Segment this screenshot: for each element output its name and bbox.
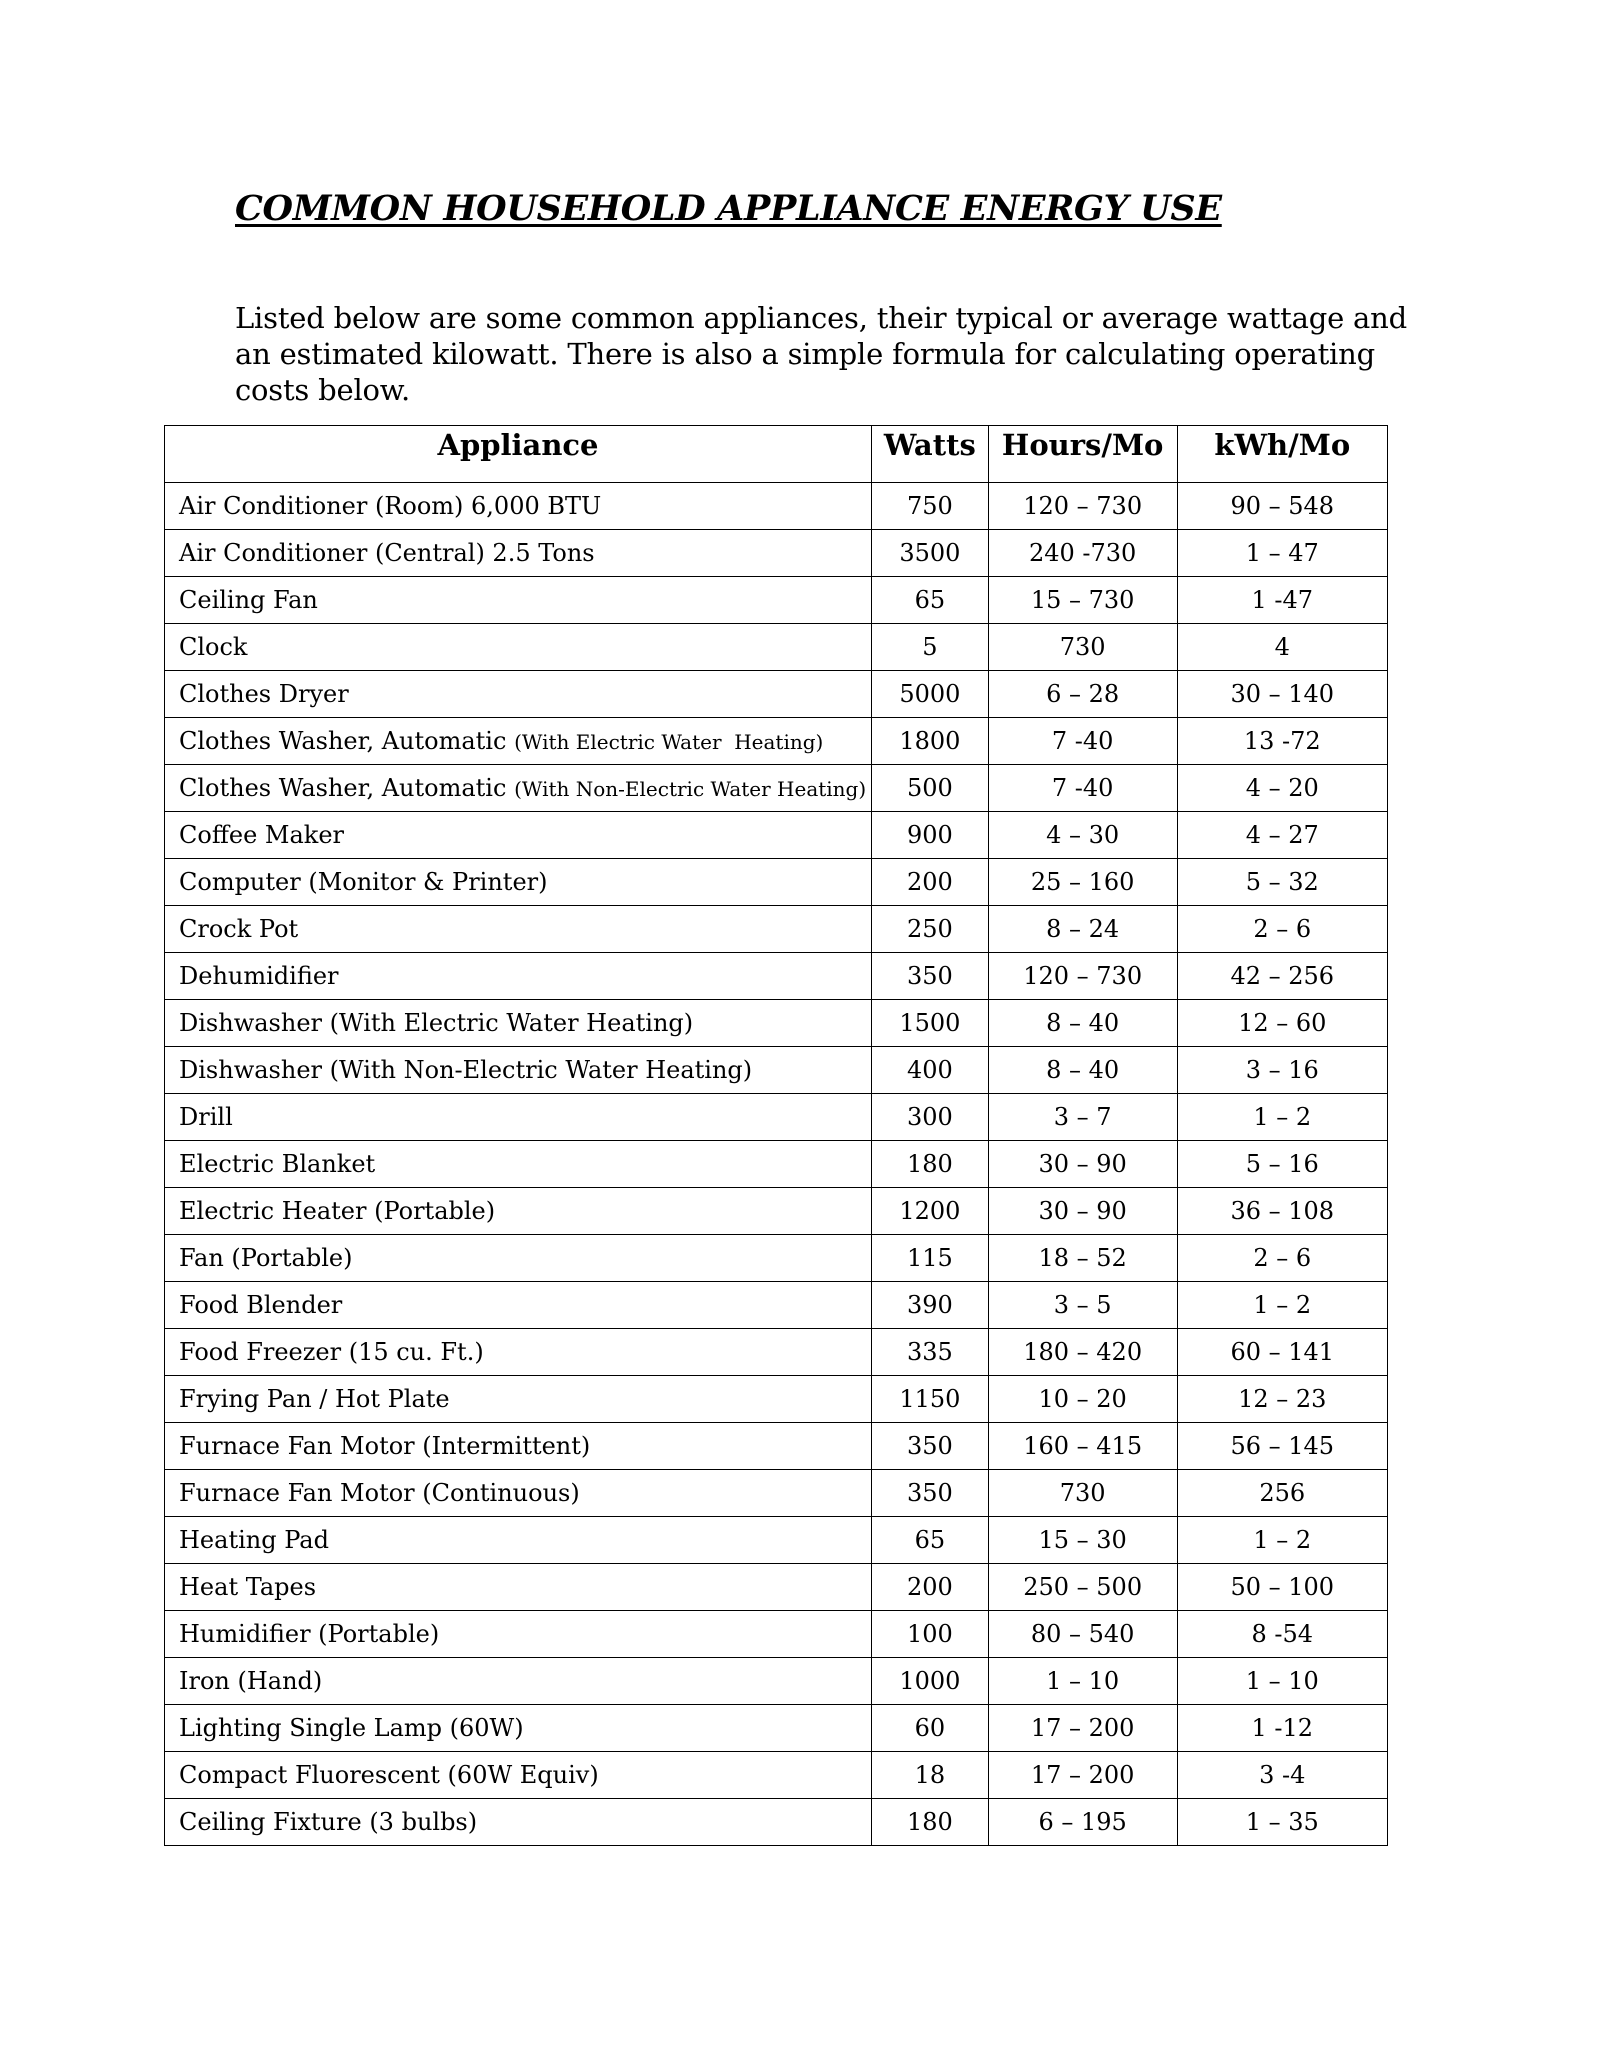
appliance-name: Drill [179,1103,233,1131]
table-row [165,1094,1388,1141]
hours-cell: 240 -730 [988,530,1177,577]
kwh-cell: 1 -47 [1177,577,1387,624]
kwh-cell: 60 – 141 [1177,1329,1387,1376]
appliance-name: Air Conditioner (Room) 6,000 BTU [179,492,602,520]
appliance-note: (With Non-Electric Water Heating) [514,777,867,801]
appliance-cell [165,1658,872,1705]
kwh-cell: 8 -54 [1177,1611,1387,1658]
watts-cell: 5 [871,624,988,671]
kwh-cell: 4 [1177,624,1387,671]
appliance-cell [165,1376,872,1423]
appliance-cell [165,483,872,530]
table-row [165,1799,1388,1846]
hours-cell: 1 – 10 [988,1658,1177,1705]
table-row [165,530,1388,577]
hours-cell: 10 – 20 [988,1376,1177,1423]
kwh-cell: 12 – 60 [1177,1000,1387,1047]
watts-cell: 350 [871,1423,988,1470]
hours-cell: 30 – 90 [988,1188,1177,1235]
kwh-cell: 56 – 145 [1177,1423,1387,1470]
kwh-cell: 2 – 6 [1177,906,1387,953]
appliance-name: Crock Pot [179,915,299,943]
kwh-cell: 1 – 10 [1177,1658,1387,1705]
kwh-cell: 12 – 23 [1177,1376,1387,1423]
appliance-cell [165,1564,872,1611]
appliance-cell [165,765,872,812]
hours-cell: 730 [988,1470,1177,1517]
table-row [165,765,1388,812]
watts-cell: 18 [871,1752,988,1799]
appliance-name: Furnace Fan Motor (Intermittent) [179,1432,591,1460]
appliance-name: Ceiling Fixture (3 bulbs) [179,1808,478,1836]
header-kwh: kWh/Mo [1177,426,1387,483]
appliance-name: Dishwasher (With Non-Electric Water Heating) [179,1056,753,1084]
hours-cell: 8 – 40 [988,1047,1177,1094]
table-row [165,1376,1388,1423]
appliance-cell [165,953,872,1000]
watts-cell: 60 [871,1705,988,1752]
appliance-energy-table [164,425,1388,1846]
kwh-cell: 50 – 100 [1177,1564,1387,1611]
table-row [165,1752,1388,1799]
watts-cell: 180 [871,1799,988,1846]
watts-cell: 115 [871,1235,988,1282]
appliance-cell [165,1611,872,1658]
appliance-cell [165,1799,872,1846]
watts-cell: 335 [871,1329,988,1376]
appliance-name: Food Freezer (15 cu. Ft.) [179,1338,484,1366]
table-row [165,1658,1388,1705]
kwh-cell: 5 – 16 [1177,1141,1387,1188]
watts-cell: 350 [871,1470,988,1517]
hours-cell: 8 – 24 [988,906,1177,953]
kwh-cell: 2 – 6 [1177,1235,1387,1282]
watts-cell: 65 [871,577,988,624]
hours-cell: 80 – 540 [988,1611,1177,1658]
watts-cell: 200 [871,1564,988,1611]
hours-cell: 3 – 7 [988,1094,1177,1141]
hours-cell: 160 – 415 [988,1423,1177,1470]
table-row [165,1141,1388,1188]
hours-cell: 7 -40 [988,765,1177,812]
table-row [165,1235,1388,1282]
appliance-name: Clothes Washer, Automatic [179,774,507,802]
appliance-cell [165,1141,872,1188]
appliance-cell [165,671,872,718]
header-hours: Hours/Mo [988,426,1177,483]
table-row [165,1517,1388,1564]
table-row [165,1188,1388,1235]
hours-cell: 7 -40 [988,718,1177,765]
appliance-cell [165,1423,872,1470]
hours-cell: 3 – 5 [988,1282,1177,1329]
watts-cell: 65 [871,1517,988,1564]
hours-cell: 4 – 30 [988,812,1177,859]
appliance-name: Humidifier (Portable) [179,1620,440,1648]
appliance-cell [165,530,872,577]
appliance-cell [165,1752,872,1799]
table-row [165,859,1388,906]
appliance-name: Furnace Fan Motor (Continuous) [179,1479,580,1507]
table-row [165,718,1388,765]
kwh-cell: 1 – 2 [1177,1094,1387,1141]
kwh-cell: 36 – 108 [1177,1188,1387,1235]
header-appliance: Appliance [165,426,872,483]
hours-cell: 120 – 730 [988,953,1177,1000]
header-watts: Watts [871,426,988,483]
hours-cell: 25 – 160 [988,859,1177,906]
hours-cell: 180 – 420 [988,1329,1177,1376]
appliance-name: Air Conditioner (Central) 2.5 Tons [179,539,595,567]
appliance-name: Heat Tapes [179,1573,317,1601]
table-row [165,812,1388,859]
kwh-cell: 1 – 2 [1177,1282,1387,1329]
kwh-cell: 3 -4 [1177,1752,1387,1799]
appliance-name: Clothes Dryer [179,680,349,708]
appliance-name: Lighting Single Lamp (60W) [179,1714,524,1742]
watts-cell: 500 [871,765,988,812]
appliance-name: Computer (Monitor & Printer) [179,868,548,896]
appliance-cell [165,859,872,906]
table-row [165,1564,1388,1611]
table-row [165,1047,1388,1094]
watts-cell: 5000 [871,671,988,718]
watts-cell: 750 [871,483,988,530]
hours-cell: 730 [988,624,1177,671]
appliance-name: Clothes Washer, Automatic [179,727,507,755]
hours-cell: 17 – 200 [988,1752,1177,1799]
appliance-cell [165,1235,872,1282]
hours-cell: 15 – 30 [988,1517,1177,1564]
table-body [165,483,1388,1846]
appliance-name: Electric Heater (Portable) [179,1197,496,1225]
watts-cell: 100 [871,1611,988,1658]
kwh-cell: 256 [1177,1470,1387,1517]
appliance-name: Dishwasher (With Electric Water Heating) [179,1009,694,1037]
kwh-cell: 42 – 256 [1177,953,1387,1000]
appliance-name: Iron (Hand) [179,1667,323,1695]
hours-cell: 15 – 730 [988,577,1177,624]
appliance-cell [165,577,872,624]
intro-paragraph: Listed below are some common appliances, their typical or average wattage and an estimated kilowatt. There is also a simple formula for calculating operating costs below. [235,301,1407,407]
appliance-name: Electric Blanket [179,1150,376,1178]
appliance-cell [165,624,872,671]
appliance-name: Heating Pad [179,1526,329,1554]
watts-cell: 1000 [871,1658,988,1705]
kwh-cell: 4 – 20 [1177,765,1387,812]
appliance-name: Ceiling Fan [179,586,318,614]
table-row [165,906,1388,953]
table-row [165,1611,1388,1658]
hours-cell: 30 – 90 [988,1141,1177,1188]
hours-cell: 18 – 52 [988,1235,1177,1282]
table-row [165,577,1388,624]
appliance-cell [165,1282,872,1329]
watts-cell: 350 [871,953,988,1000]
watts-cell: 1800 [871,718,988,765]
table-row [165,953,1388,1000]
kwh-cell: 30 – 140 [1177,671,1387,718]
appliance-name: Fan (Portable) [179,1244,353,1272]
appliance-name: Compact Fluorescent (60W Equiv) [179,1761,599,1789]
appliance-cell [165,1329,872,1376]
appliance-cell [165,1188,872,1235]
table-row [165,624,1388,671]
table-row [165,483,1388,530]
kwh-cell: 1 – 35 [1177,1799,1387,1846]
hours-cell: 6 – 195 [988,1799,1177,1846]
table-row [165,1423,1388,1470]
appliance-cell [165,812,872,859]
appliance-name: Clock [179,633,248,661]
appliance-cell [165,906,872,953]
table-header-row [165,426,1388,483]
watts-cell: 390 [871,1282,988,1329]
appliance-note: (With Electric Water Heating) [514,730,824,754]
hours-cell: 120 – 730 [988,483,1177,530]
table-row [165,1705,1388,1752]
table-row [165,1470,1388,1517]
watts-cell: 250 [871,906,988,953]
kwh-cell: 90 – 548 [1177,483,1387,530]
kwh-cell: 1 -12 [1177,1705,1387,1752]
appliance-cell [165,1470,872,1517]
kwh-cell: 3 – 16 [1177,1047,1387,1094]
appliance-name: Frying Pan / Hot Plate [179,1385,450,1413]
watts-cell: 1200 [871,1188,988,1235]
watts-cell: 900 [871,812,988,859]
hours-cell: 8 – 40 [988,1000,1177,1047]
watts-cell: 300 [871,1094,988,1141]
table-row [165,1329,1388,1376]
watts-cell: 200 [871,859,988,906]
kwh-cell: 13 -72 [1177,718,1387,765]
page-title: COMMON HOUSEHOLD APPLIANCE ENERGY USE [235,188,1222,229]
hours-cell: 250 – 500 [988,1564,1177,1611]
kwh-cell: 4 – 27 [1177,812,1387,859]
appliance-cell [165,1705,872,1752]
appliance-name: Coffee Maker [179,821,344,849]
appliance-name: Dehumidifier [179,962,339,990]
kwh-cell: 5 – 32 [1177,859,1387,906]
watts-cell: 400 [871,1047,988,1094]
watts-cell: 180 [871,1141,988,1188]
appliance-cell [165,1094,872,1141]
watts-cell: 1500 [871,1000,988,1047]
watts-cell: 1150 [871,1376,988,1423]
table-row [165,1282,1388,1329]
hours-cell: 6 – 28 [988,671,1177,718]
appliance-name: Food Blender [179,1291,343,1319]
kwh-cell: 1 – 47 [1177,530,1387,577]
kwh-cell: 1 – 2 [1177,1517,1387,1564]
table-row [165,671,1388,718]
appliance-cell [165,1000,872,1047]
appliance-cell [165,1047,872,1094]
hours-cell: 17 – 200 [988,1705,1177,1752]
appliance-cell [165,718,872,765]
watts-cell: 3500 [871,530,988,577]
table-row [165,1000,1388,1047]
appliance-cell [165,1517,872,1564]
